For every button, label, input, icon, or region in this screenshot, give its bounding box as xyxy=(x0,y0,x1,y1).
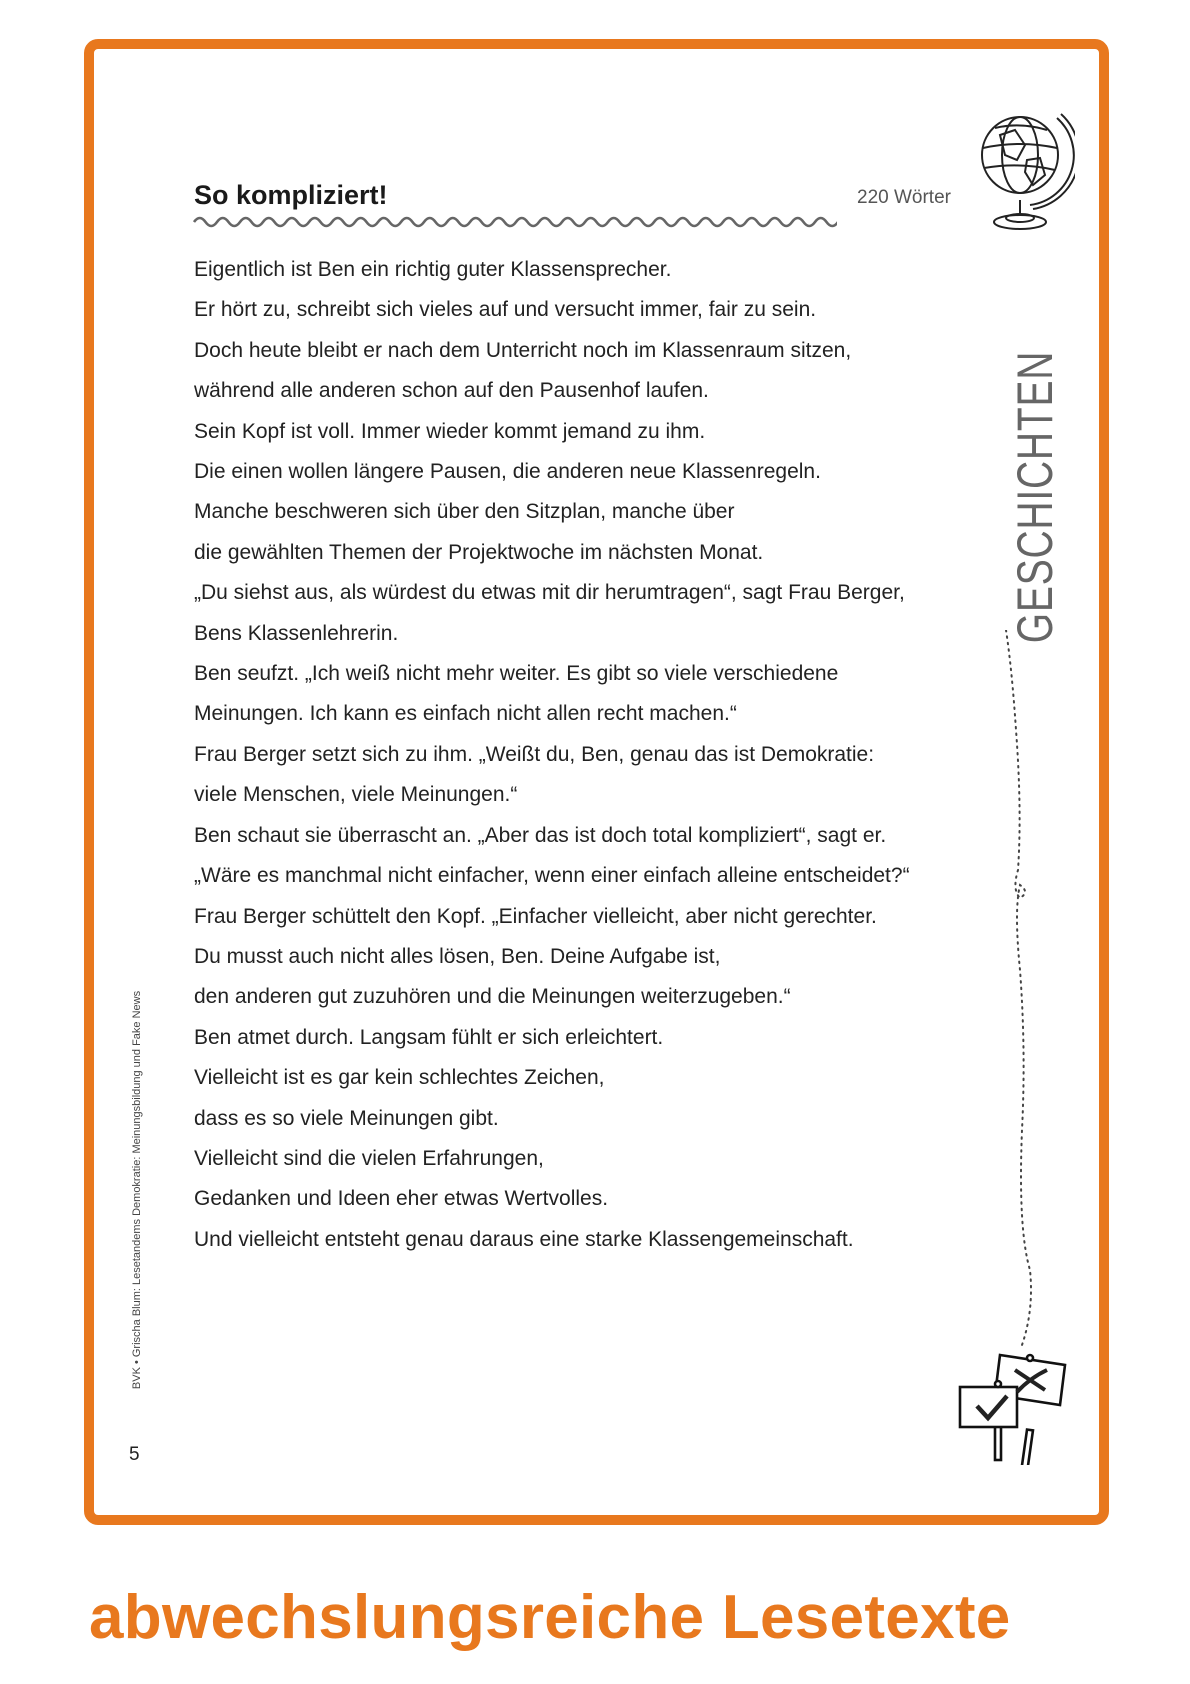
source-credit: BVK • Grischa Blum: Lesetandems Demokratie: Meinungsbildung und Fake News xyxy=(131,990,143,1390)
promo-banner: abwechslungsreiche Lesetexte xyxy=(89,1583,1011,1652)
text-line: die gewählten Themen der Projektwoche im nächsten Monat. xyxy=(194,540,764,564)
text-line: Sein Kopf ist voll. Immer wieder kommt jemand zu ihm. xyxy=(194,419,706,443)
page-number: 5 xyxy=(129,1444,140,1465)
text-line: Ben schaut sie überrascht an. „Aber das ist doch total kompliziert“, sagt er. xyxy=(194,823,887,847)
text-line: Vielleicht ist es gar kein schlechtes Zeichen, xyxy=(194,1066,605,1090)
word-count: 220 Wörter xyxy=(857,187,951,208)
text-line: Und vielleicht entsteht genau daraus eine starke Klassengemeinschaft. xyxy=(194,1227,854,1251)
text-line: den anderen gut zuzuhören und die Meinungen weiterzugeben.“ xyxy=(194,985,791,1009)
text-line: Bens Klassenlehrerin. xyxy=(194,621,399,645)
text-line: Meinungen. Ich kann es einfach nicht allen recht machen.“ xyxy=(194,702,737,726)
category-label: GESCHICHTEN xyxy=(1007,350,1063,644)
text-line: Doch heute bleibt er nach dem Unterricht noch im Klassenraum sitzen, xyxy=(194,338,852,362)
dotted-path xyxy=(1000,630,1060,1350)
text-line: viele Menschen, viele Meinungen.“ xyxy=(194,783,518,807)
text-line: Ben seufzt. „Ich weiß nicht mehr weiter. Es gibt so viele verschiedene xyxy=(194,662,839,686)
text-line: Manche beschweren sich über den Sitzplan, manche über xyxy=(194,500,735,524)
vote-signs-icon xyxy=(955,1340,1070,1465)
story-title: So kompliziert! xyxy=(194,180,388,210)
text-line: Vielleicht sind die vielen Erfahrungen, xyxy=(194,1146,544,1170)
story-body xyxy=(194,250,910,1260)
wavy-underline xyxy=(192,212,837,228)
text-line: während alle anderen schon auf den Pausenhof laufen. xyxy=(194,379,709,403)
text-line: Frau Berger schüttelt den Kopf. „Einfacher vielleicht, aber nicht gerechter. xyxy=(194,904,877,928)
text-line: „Wäre es manchmal nicht einfacher, wenn einer einfach alleine entscheidet?“ xyxy=(194,864,910,888)
text-line: Gedanken und Ideen eher etwas Wertvolles. xyxy=(194,1187,609,1211)
text-line: „Du siehst aus, als würdest du etwas mit dir herumtragen“, sagt Frau Berger, xyxy=(194,581,905,605)
text-line: Ben atmet durch. Langsam fühlt er sich erleichtert. xyxy=(194,1025,664,1049)
text-line: Frau Berger setzt sich zu ihm. „Weißt du, Ben, genau das ist Demokratie: xyxy=(194,742,875,766)
text-line: dass es so viele Meinungen gibt. xyxy=(194,1106,499,1130)
text-line: Eigentlich ist Ben ein richtig guter Klassensprecher. xyxy=(194,258,672,281)
text-line: Du musst auch nicht alles lösen, Ben. Deine Aufgabe ist, xyxy=(194,944,721,968)
text-line: Er hört zu, schreibt sich vieles auf und versucht immer, fair zu sein. xyxy=(194,298,817,322)
globe-icon xyxy=(975,100,1075,235)
text-line: Die einen wollen längere Pausen, die anderen neue Klassenregeln. xyxy=(194,460,821,484)
